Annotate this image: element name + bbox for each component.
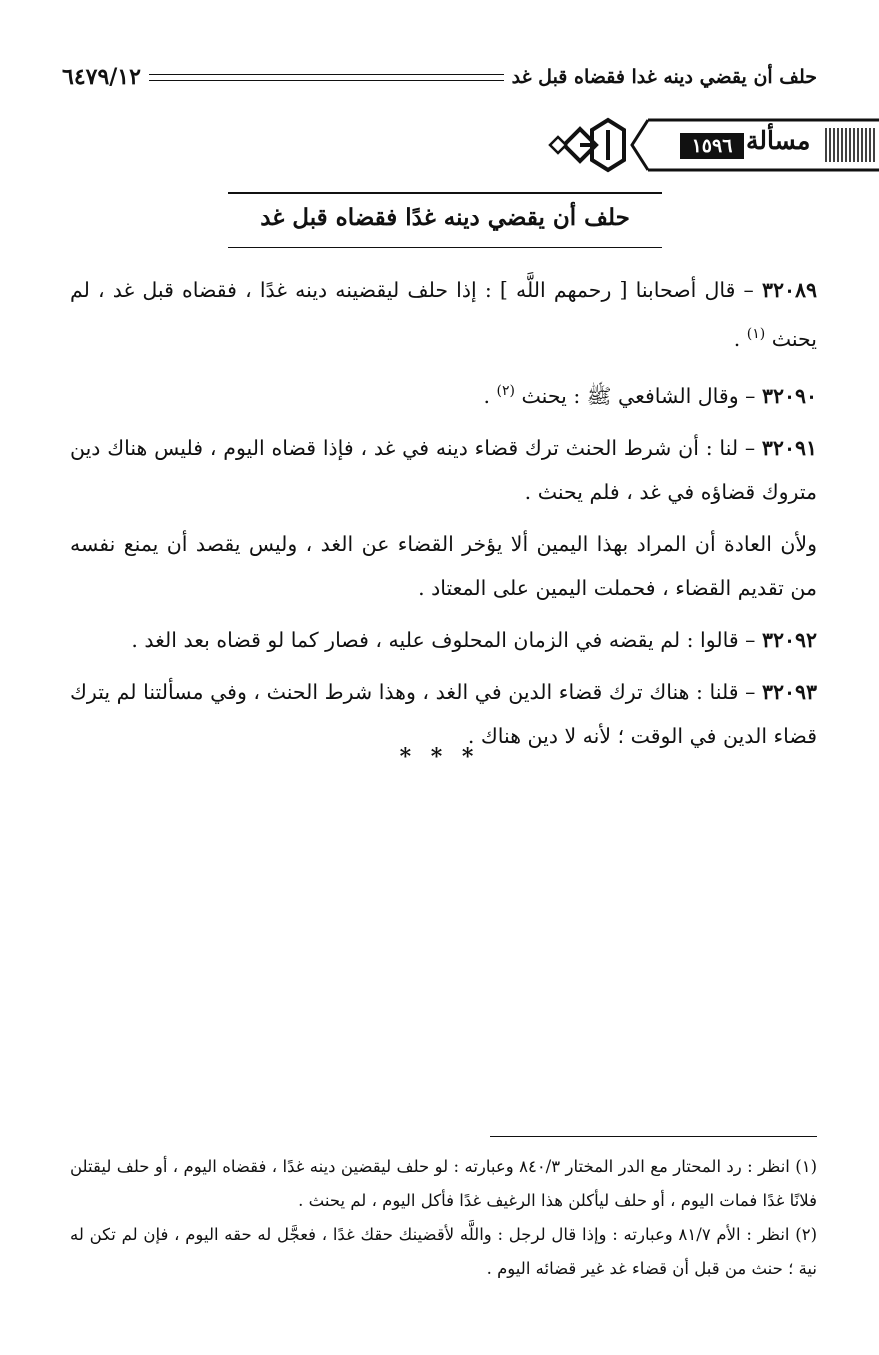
paragraph: [70, 522, 817, 610]
paragraph-end: .: [483, 383, 497, 408]
running-header: [62, 60, 817, 94]
footnote: (٢) انظر : الأم ٨١/٧ وعبارته : وإذا قال لرجل : واللَّه لأقضينك حقك غدًا ، فعجَّل له حقه اليوم ، فإن لم تكن له نية ؛ حنث من قبل أن قضاء غد غير قضائه اليوم .: [70, 1225, 817, 1278]
paragraph-number: ٣٢٠٩١: [761, 435, 817, 460]
paragraph-text: ولأن العادة أن المراد بهذا اليمين ألا يؤخر القضاء عن الغد ، وليس يقصد أن يمنع نفسه من تقديم القضاء ، فحملت اليمين على المعتاد .: [70, 531, 817, 600]
masala-label: مسألة: [746, 126, 811, 155]
section-title: حلف أن يقضي دينه غدًا فقضاه قبل غد: [260, 204, 630, 231]
title-top-rule: [228, 192, 662, 194]
paragraph: [70, 426, 817, 514]
title-bottom-rule: [228, 247, 662, 248]
volume-page-reference: ٦٤٧٩/١٢: [62, 64, 141, 90]
paragraph-number: ٣٢٠٩٣: [761, 679, 817, 704]
footnote-reference: (١): [746, 326, 766, 342]
paragraph-text: – قال أصحابنا [ رحمهم اللَّه ] : إذا حلف ليقضينه دينه غدًا ، فقضاه قبل غد ، لم يحنث: [70, 278, 817, 351]
footnote-reference: (٢): [496, 382, 516, 399]
paragraph: [70, 369, 817, 418]
footnote: (١) انظر : رد المحتار مع الدر المختار ٨٤٠/٣ وعبارته : لو حلف ليقضين دينه غدًا ، فقضاه اليوم ، أو حلف ليقتلن فلانًا غدًا فمات اليوم ، أو حلف ليأكلن هذا الرغيف غدًا فأكل اليوم ، لم يحنث .: [70, 1157, 818, 1210]
footnote-rule: [490, 1136, 817, 1137]
section-separator: * * *: [399, 744, 480, 770]
paragraph: [70, 268, 817, 361]
header-double-rule: [149, 74, 504, 81]
paragraph-text: – وقال الشافعي ﷺ : يحنث: [521, 383, 756, 408]
paragraph-text: – لنا : أن شرط الحنث ترك قضاء دينه في غد ، فإذا قضاه اليوم ، فليس هناك دين متروك قضاؤه في غد ، فلم يحنث .: [70, 435, 817, 504]
paragraph-text: – قلنا : هناك ترك قضاء الدين في الغد ، وهذا شرط الحنث ، وفي مسألتنا لم يترك قضاء الدين في الوقت ؛ لأنه لا دين هناك .: [70, 679, 817, 748]
section-title-block: [228, 192, 662, 248]
paragraph-number: ٣٢٠٨٩: [761, 278, 817, 302]
paragraph: [70, 618, 817, 662]
footnotes: [70, 1150, 817, 1286]
paragraph-text: – قالوا : لم يقضه في الزمان المحلوف عليه ، فصار كما لو قضاه بعد الغد .: [131, 627, 756, 652]
paragraph-end: .: [733, 326, 747, 351]
running-title: حلف أن يقضي دينه غدا فقضاه قبل غد: [511, 66, 817, 88]
masala-banner: [548, 116, 879, 174]
paragraph-number: ٣٢٠٩٠: [761, 383, 817, 408]
body-text: [70, 268, 817, 766]
masala-number: ١٥٩٦: [680, 133, 744, 159]
paragraph-number: ٣٢٠٩٢: [761, 627, 817, 652]
